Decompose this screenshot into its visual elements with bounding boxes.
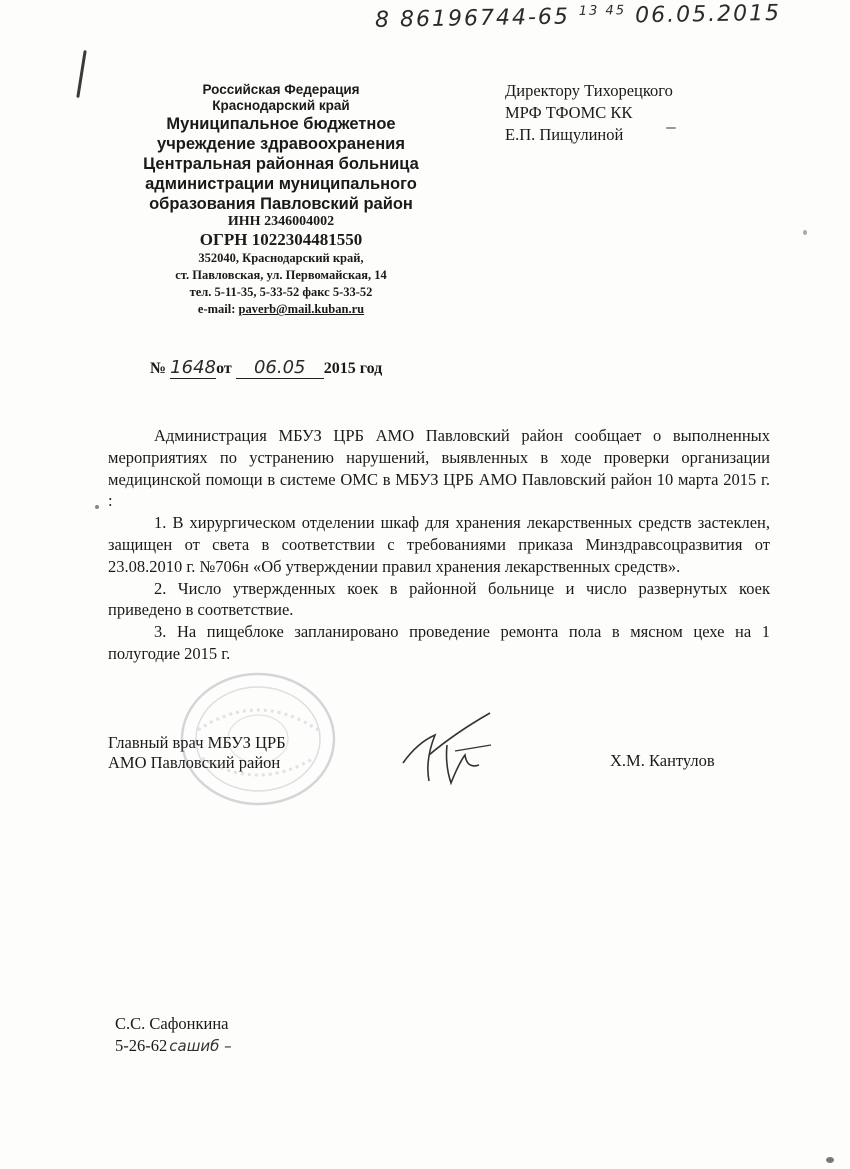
signer-name: Х.М. Кантулов	[610, 751, 715, 770]
reference-no-label: №	[150, 360, 167, 377]
scan-speck	[803, 230, 807, 235]
letterhead-address-line: тел. 5-11-35, 5-33-52 факс 5-33-52	[189, 285, 373, 300]
addressee-block	[505, 80, 673, 146]
letterhead	[120, 82, 442, 318]
handwritten-phone: 8 86196744-65	[374, 4, 571, 33]
letterhead-org-line: учреждение здравоохранения	[157, 134, 405, 153]
letterhead-address-line: 352040, Краснодарский край,	[198, 251, 364, 266]
letterhead-org-line: Центральная районная больница	[143, 154, 419, 173]
executor-name: С.С. Сафонкина	[115, 1014, 229, 1033]
scan-speck	[666, 127, 676, 129]
executor-phone: 5-26-62	[115, 1036, 168, 1055]
email-link[interactable]: paverb@mail.kuban.ru	[238, 302, 365, 317]
letterhead-inn: ИНН 2346004002	[227, 213, 335, 229]
body-item: 2. Число утвержденных коек в районной больнице и число развернутых коек приведено в соответствие.	[108, 578, 770, 620]
reference-date: 06.05	[236, 357, 324, 379]
scan-speck	[826, 1157, 834, 1163]
letter-body	[108, 425, 770, 665]
signature-block	[108, 733, 286, 773]
reference-year: 2015 год	[323, 360, 383, 377]
executor-initials: сашиб –	[169, 1037, 232, 1055]
handwritten-signature-image	[395, 705, 515, 790]
letterhead-email-line	[120, 301, 442, 318]
footer-executor	[115, 1013, 232, 1057]
reference-number: 1648	[170, 357, 216, 378]
margin-pen-mark	[76, 50, 86, 98]
letterhead-address-line: ст. Павловская, ул. Первомайская, 14	[175, 268, 387, 283]
letterhead-org-line: администрации муниципального	[145, 174, 417, 193]
letterhead-country: Российская Федерация	[202, 82, 360, 97]
body-intro: Администрация МБУЗ ЦРБ АМО Павловский район сообщает о выполненных мероприятиях по устранению нарушений, выявленных в ходе проверки организации медицинской помощи в системе ОМС в МБУЗ ЦРБ АМО Павловский район 10 марта 2015 г. :	[108, 426, 770, 511]
body-item: 1. В хирургическом отделении шкаф для хранения лекарственных средств застеклен, защищен от света в соответствии с требованиями приказа Минздравсоцразвития от 23.08.2010 г. №706н «Об утверждении правил хранения лекарственных средств».	[108, 513, 770, 576]
body-item: 3. На пищеблоке запланировано проведение ремонта пола в мясном цехе на 1 полугодие 2015 г.	[108, 622, 770, 663]
reference-from-label: от	[216, 360, 232, 377]
letterhead-region: Краснодарский край	[212, 97, 350, 113]
signer-position: Главный врач МБУЗ ЦРБ	[108, 733, 286, 752]
executor-phone-line	[115, 1035, 232, 1057]
addressee-line: Е.П. Пищулиной	[505, 125, 624, 144]
letterhead-org-line: Муниципальное бюджетное	[166, 114, 396, 133]
letterhead-org-line: образования Павловский район	[149, 194, 413, 213]
signer-position: АМО Павловский район	[108, 753, 281, 772]
handwritten-date: 06.05.2015	[634, 0, 782, 29]
handwritten-time: 13 45	[578, 3, 627, 19]
handwritten-note	[375, 0, 781, 32]
scan-speck	[95, 505, 99, 509]
letterhead-ogrn: ОГРН 1022304481550	[199, 230, 363, 250]
reference-line	[150, 357, 382, 379]
addressee-line: Директору Тихорецкого	[505, 81, 673, 100]
email-label: e-mail:	[197, 302, 236, 317]
addressee-line: МРФ ТФОМС КК	[505, 103, 633, 122]
